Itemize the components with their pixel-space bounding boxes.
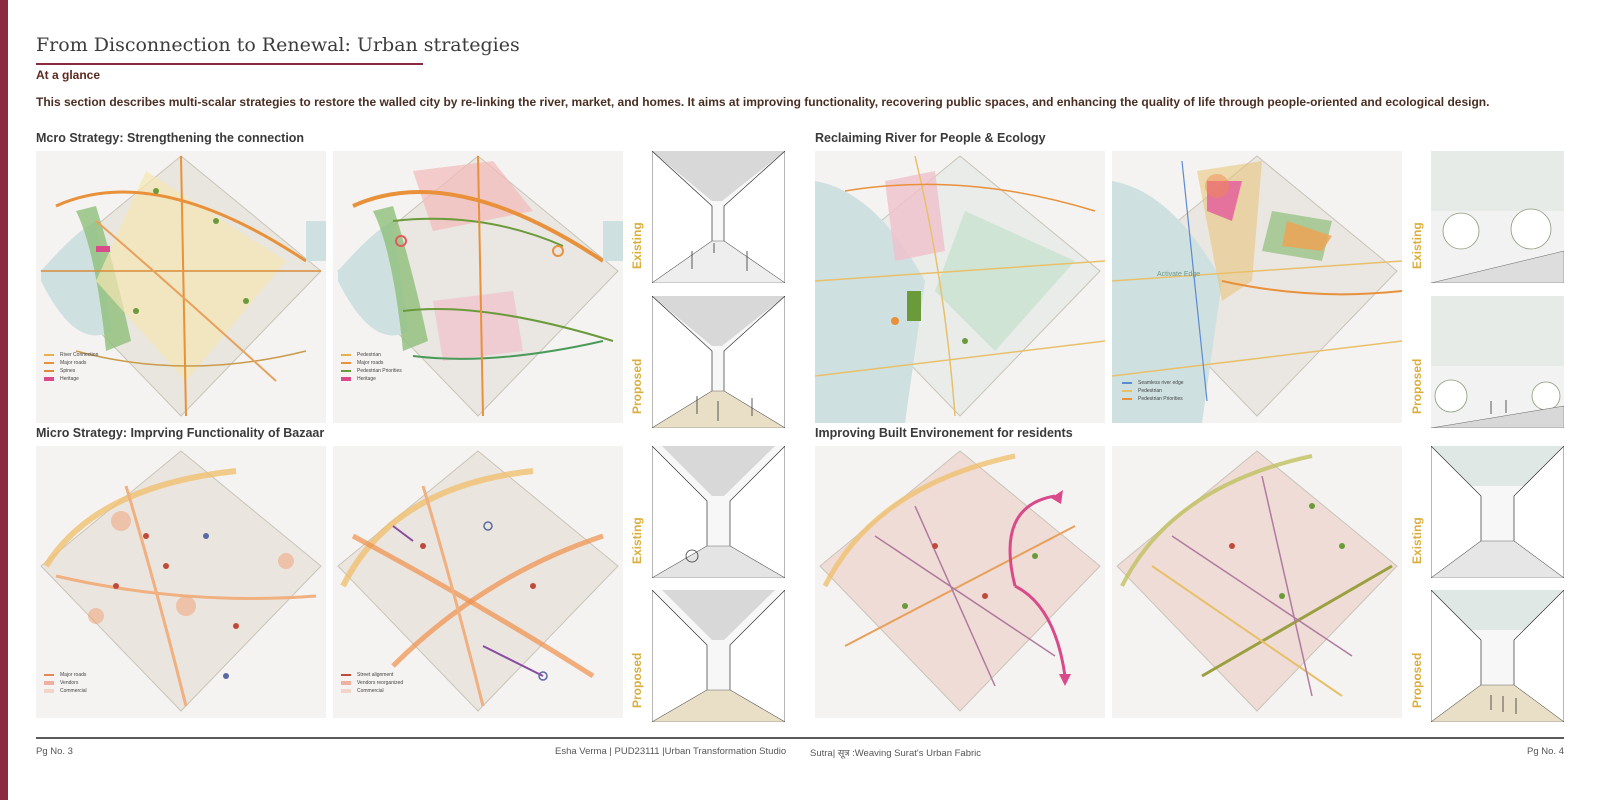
street-sketch-river-proposed — [1431, 296, 1564, 428]
section-description: This section describes multi-scalar strategies to restore the walled city by re-linking the river, market, and homes. It aims at improving functionality, recovering public spaces, and enhancing the quality of life through people-oriented and ecological design. — [36, 95, 1490, 109]
section-title-river: Reclaiming River for People & Ecology — [815, 131, 1046, 145]
footer-author: Esha Verma | PUD23111 |Urban Transformation Studio — [555, 746, 787, 757]
page-title: From Disconnection to Renewal: Urban strategies — [36, 34, 520, 56]
map-bazaar-proposed — [333, 446, 623, 718]
street-sketch-residents-existing — [1431, 446, 1564, 578]
footer-project: Sutra| सूत्र :Weaving Surat's Urban Fabric — [810, 748, 982, 759]
street-sketch-residents-proposed — [1431, 590, 1564, 722]
label-existing: Existing — [630, 517, 644, 564]
page-number-right: Pg No. 4 — [1527, 746, 1564, 757]
map-bazaar-existing — [36, 446, 326, 718]
map-legend: Seamless river edge Pedestrian Pedestrian Priorities — [1122, 379, 1184, 403]
label-existing: Existing — [1410, 222, 1424, 269]
footer-rule — [36, 737, 1564, 739]
section-title-residents: Improving Built Environement for residents — [815, 426, 1073, 440]
map-residents-existing — [815, 446, 1105, 718]
street-sketch-connection-proposed — [652, 296, 785, 428]
section-title-bazaar: Micro Strategy: Imprving Functionality of Bazaar — [36, 426, 325, 440]
label-proposed: Proposed — [630, 358, 644, 414]
page-number-left: Pg No. 3 — [36, 746, 73, 757]
street-sketch-bazaar-existing — [652, 446, 785, 578]
map-legend: Pedestrian Major roads Pedestrian Priorities Heritage — [341, 351, 402, 383]
section-title-connection: Mcro Strategy: Strengthening the connection — [36, 131, 305, 145]
map-legend: Major roads Vendors Commercial — [44, 671, 87, 695]
map-label-activate-edge: Activate Edge — [1157, 271, 1201, 278]
label-proposed: Proposed — [630, 652, 644, 708]
map-legend: Street alignment Vendors reorganized Commercial — [341, 671, 403, 695]
page-subtitle: At a glance — [36, 68, 101, 82]
title-underline — [36, 63, 423, 65]
map-residents-proposed — [1112, 446, 1402, 718]
label-existing: Existing — [630, 222, 644, 269]
street-sketch-connection-existing — [652, 151, 785, 283]
label-proposed: Proposed — [1410, 652, 1424, 708]
label-existing: Existing — [1410, 517, 1424, 564]
map-legend: River Connection Major roads Spines Heritage — [44, 351, 98, 383]
map-river-existing — [815, 151, 1105, 423]
street-sketch-bazaar-proposed — [652, 590, 785, 722]
map-connection-proposed — [333, 151, 623, 423]
left-accent-bar — [0, 0, 8, 800]
map-connection-existing — [36, 151, 326, 423]
street-sketch-river-existing — [1431, 151, 1564, 283]
map-river-proposed — [1112, 151, 1402, 423]
label-proposed: Proposed — [1410, 358, 1424, 414]
